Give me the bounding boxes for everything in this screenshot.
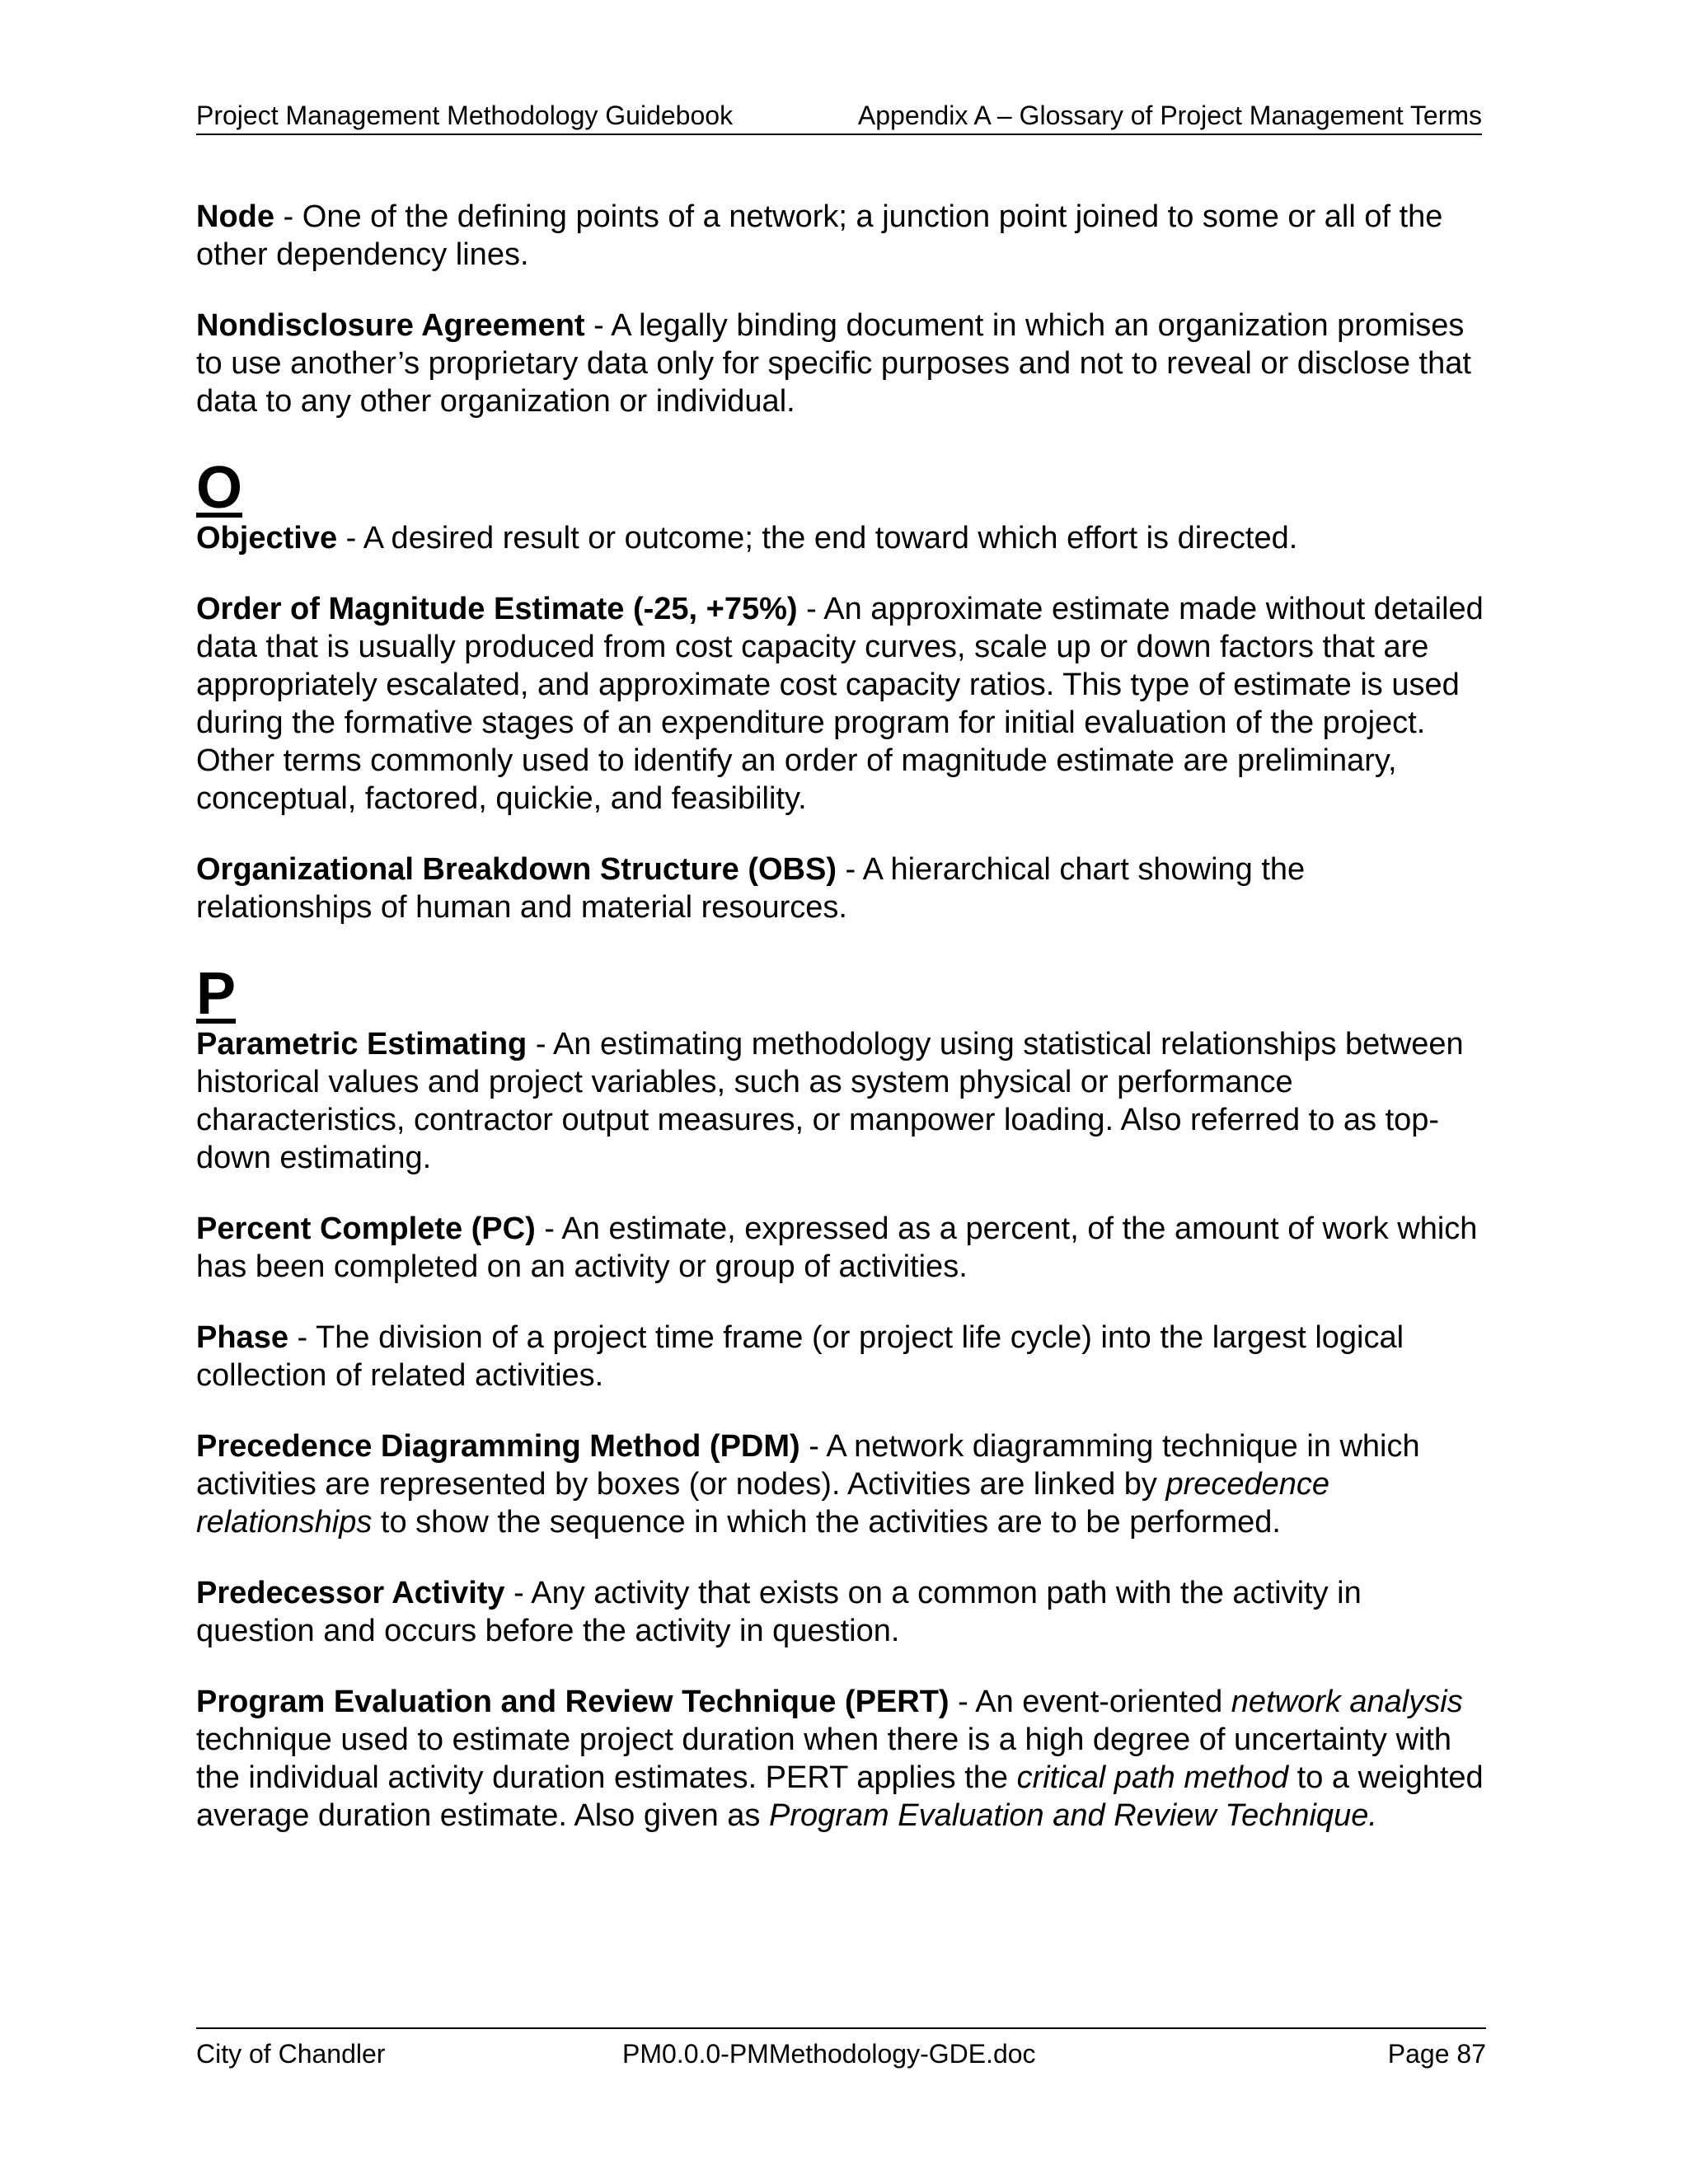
glossary-definition: to show the sequence in which the activities are to be performed. bbox=[372, 1505, 1281, 1540]
glossary-term: Parametric Estimating bbox=[196, 1027, 528, 1062]
glossary-definition: - One of the defining points of a network; a junction point joined to some or all of the other dependency lines. bbox=[196, 199, 1443, 272]
glossary-entry-precedence-diagramming-method bbox=[196, 1427, 1486, 1541]
glossary-entry-pert bbox=[196, 1683, 1486, 1835]
footer-page-number: Page 87 bbox=[1387, 2039, 1486, 2069]
glossary-definition: - The division of a project time frame (or project life cycle) into the largest logical collection of related activities. bbox=[196, 1320, 1404, 1393]
glossary-definition: - An estimating methodology using statistical relationships between historical values and project variables, such as system physical or performance characteristics, contractor output measures, or manpower loading. Also referred to as top-down estimating. bbox=[196, 1027, 1464, 1175]
glossary-entry-node bbox=[196, 198, 1486, 274]
glossary-definition-emphasis: critical path method bbox=[1016, 1760, 1289, 1795]
glossary-term: Program Evaluation and Review Technique (PERT) bbox=[196, 1685, 950, 1719]
glossary-entry-order-of-magnitude-estimate bbox=[196, 590, 1486, 818]
glossary-definition: - A hierarchical chart showing the relationships of human and material resources. bbox=[196, 852, 1306, 925]
glossary-definition: technique used to estimate project duration when there is a high degree of uncertainty with the individual activity duration estimates. PERT applies the bbox=[196, 1722, 1452, 1795]
glossary-term: Organizational Breakdown Structure (OBS) bbox=[196, 852, 837, 887]
glossary-term: Node bbox=[196, 199, 274, 234]
glossary-term: Percent Complete (PC) bbox=[196, 1212, 536, 1246]
glossary-definition: - An event-oriented bbox=[949, 1685, 1231, 1719]
glossary-term: Objective bbox=[196, 521, 338, 555]
glossary-entry-nondisclosure-agreement bbox=[196, 307, 1486, 420]
footer-organization: City of Chandler bbox=[196, 2039, 386, 2069]
glossary-term: Phase bbox=[196, 1320, 288, 1355]
section-letter-o: O bbox=[196, 455, 243, 521]
glossary-entry-percent-complete bbox=[196, 1210, 1486, 1286]
glossary-term: Predecessor Activity bbox=[196, 1576, 505, 1610]
glossary-term: Precedence Diagramming Method (PDM) bbox=[196, 1429, 800, 1464]
glossary-definition-emphasis: network analysis bbox=[1231, 1685, 1463, 1719]
glossary-definition: - An approximate estimate made without detailed data that is usually produced from cost capacity curves, scale up or down factors that are appropriately escalated, and approximate cost capacity ratios. This type of estimate is used during the formative stages of an expenditure program for initial evaluation of the project. Other terms commonly used to identify an order of magnitude estimate are preliminary, conceptual, factored, quickie, and feasibility. bbox=[196, 592, 1484, 816]
glossary-definition: - A desired result or outcome; the end toward which effort is directed. bbox=[337, 521, 1298, 555]
header-document-title: Project Management Methodology Guidebook bbox=[196, 101, 734, 130]
glossary-entry-objective bbox=[196, 519, 1486, 557]
glossary-definition: to a weighted average duration estimate. Also given as bbox=[196, 1760, 1484, 1833]
glossary-definition-emphasis: Program Evaluation and Review Technique. bbox=[768, 1798, 1377, 1833]
page-header bbox=[196, 97, 1482, 135]
section-letter-p: P bbox=[196, 961, 237, 1027]
glossary-entry-organizational-breakdown-structure bbox=[196, 851, 1486, 926]
glossary-entry-predecessor-activity bbox=[196, 1574, 1486, 1650]
glossary-content bbox=[196, 198, 1486, 1868]
header-section-title: Appendix A – Glossary of Project Management Terms bbox=[857, 101, 1482, 130]
glossary-term: Nondisclosure Agreement bbox=[196, 308, 585, 343]
glossary-definition: - An estimate, expressed as a percent, of the amount of work which has been completed on an activity or group of activities. bbox=[196, 1212, 1478, 1284]
glossary-entry-parametric-estimating bbox=[196, 1025, 1486, 1177]
glossary-definition-emphasis: precedence relationships bbox=[196, 1467, 1330, 1540]
glossary-definition: - A legally binding document in which an organization promises to use another’s proprietary data only for specific purposes and not to reveal or disclose that data to any other organization or individual. bbox=[196, 308, 1471, 419]
glossary-entry-phase bbox=[196, 1319, 1486, 1394]
glossary-definition: - A network diagramming technique in which activities are represented by boxes (or nodes). Activities are linked by bbox=[196, 1429, 1420, 1502]
glossary-term: Order of Magnitude Estimate (-25, +75%) bbox=[196, 592, 798, 626]
footer-filename: PM0.0.0-PMMethodology-GDE.doc bbox=[622, 2039, 1036, 2069]
glossary-definition: - Any activity that exists on a common path with the activity in question and occurs before the activity in question. bbox=[196, 1576, 1362, 1648]
page-footer bbox=[196, 2027, 1486, 2069]
